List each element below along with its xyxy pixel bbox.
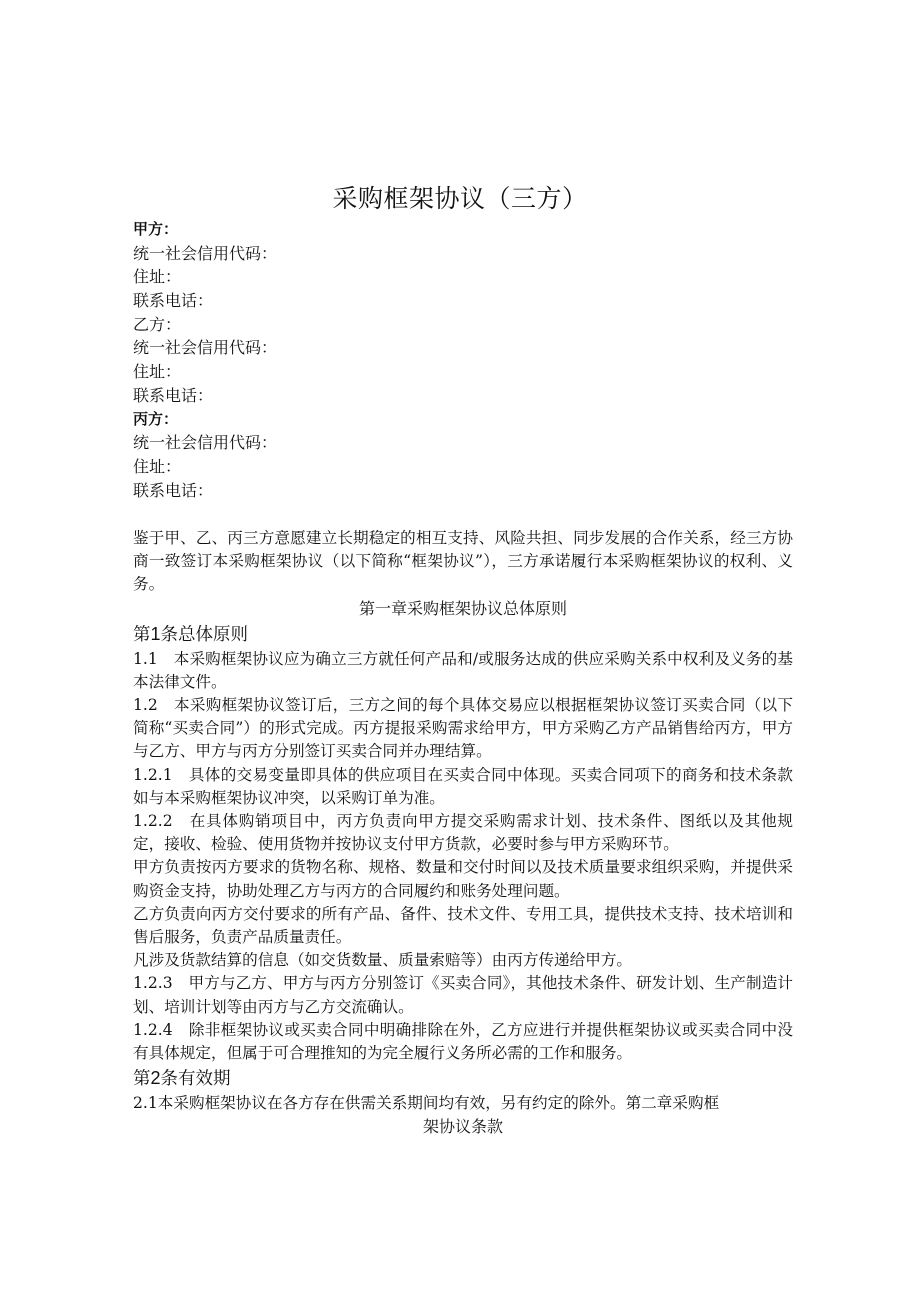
clause-1-2-1: 1.2.1 具体的交易变量即具体的供应项目在买卖合同中体现。买卖合同项下的商务和技术条款如与本采购框架协议冲突，以采购订单为准。 [133, 765, 793, 807]
article-1-prefix: 第 [133, 624, 151, 645]
clause-1-2-2: 1.2.2 在具体购销项目中，丙方负责向甲方提交采购需求计划、技术条件、图纸以及其他规定，接收、检验、使用货物并按协议支付甲方货款，必要时参与甲方采购环节。 [133, 812, 793, 854]
party-a-duties-paragraph: 甲方负责按丙方要求的货物名称、规格、数量和交付时间以及技术质量要求组织采购，并提供采购资金支持，协助处理乙方与丙方的合同履约和账务处理问题。 [133, 858, 793, 900]
party-b-credit-code: 统一社会信用代码： [133, 338, 278, 358]
preamble-paragraph: 鉴于甲、乙、丙三方意愿建立长期稳定的相互支持、风险共担、同步发展的合作关系，经三方协商一致签订本采购框架协议（以下简称“框架协议”），三方承诺履行本采购框架协议的权利、义务。 [133, 529, 793, 594]
party-c-label: 丙方： [133, 409, 179, 428]
clause-2-1: 2.1本采购框架协议在各方存在供需关系期间均有效，另有约定的除外。第二章采购框 [133, 1094, 720, 1113]
agreement-body [133, 527, 793, 1139]
party-c-phone: 联系电话： [133, 480, 214, 500]
article-1-title: 条总体原则 [160, 624, 249, 645]
clause-1-2-4: 1.2.4 除非框架协议或买卖合同中明确排除在外，乙方应进行并提供框架协议或买卖合同中没有具体规定，但属于可合理推知的为完全履行义务所必需的工作和服务。 [133, 1020, 793, 1063]
settlement-info-paragraph: 凡涉及货款结算的信息（如交货数量、质量索赔等）由丙方传递给甲方。 [133, 951, 633, 970]
clause-1-2-3: 1.2.3 甲方与乙方、甲方与丙方分别签订《买卖合同》，其他技术条件、研发计划、生产制造计划、培训计划等由丙方与乙方交流确认。 [133, 974, 793, 1016]
article-1-heading [133, 622, 793, 648]
chapter-1-heading: 第一章采购框架协议总体原则 [358, 598, 567, 618]
article-2-number: 2 [150, 1068, 161, 1089]
article-2-heading [133, 1066, 793, 1092]
party-a-phone: 联系电话： [133, 291, 214, 311]
party-b-phone: 联系电话： [133, 385, 214, 405]
party-a-label: 甲方： [133, 220, 179, 238]
clause-1-1: 1.1 本采购框架协议应为确立三方就任何产品和/或服务达成的供应采购关系中权利及义务的基本法律文件。 [133, 649, 793, 691]
article-2-prefix: 第 [133, 1069, 151, 1090]
chapter-2-heading-tail: 架协议条款 [422, 1117, 503, 1137]
party-a-address: 住址： [133, 267, 182, 287]
party-b-label: 乙方： [133, 314, 182, 334]
party-c-credit-code: 统一社会信用代码： [133, 433, 278, 453]
party-a-credit-code: 统一社会信用代码： [133, 243, 278, 263]
document-title: 采购框架协议（三方） [332, 184, 588, 213]
party-b-duties-paragraph: 乙方负责向丙方交付要求的所有产品、备件、技术文件、专用工具，提供技术支持、技术培训和售后服务，负责产品质量责任。 [133, 904, 793, 947]
parties-block [133, 218, 793, 502]
article-1-number: 1 [150, 623, 161, 644]
clause-1-2: 1.2 本采购框架协议签订后，三方之间的每个具体交易应以根据框架协议签订买卖合同（以下简称“买卖合同”）的形式完成。丙方提报采购需求给甲方，甲方采购乙方产品销售给丙方，甲方与乙方、甲方与丙方分别签订买卖合同并办理结算。 [133, 696, 793, 761]
party-b-address: 住址： [133, 362, 182, 382]
article-2-title: 条有效期 [160, 1069, 231, 1090]
party-c-address: 住址： [133, 456, 182, 476]
